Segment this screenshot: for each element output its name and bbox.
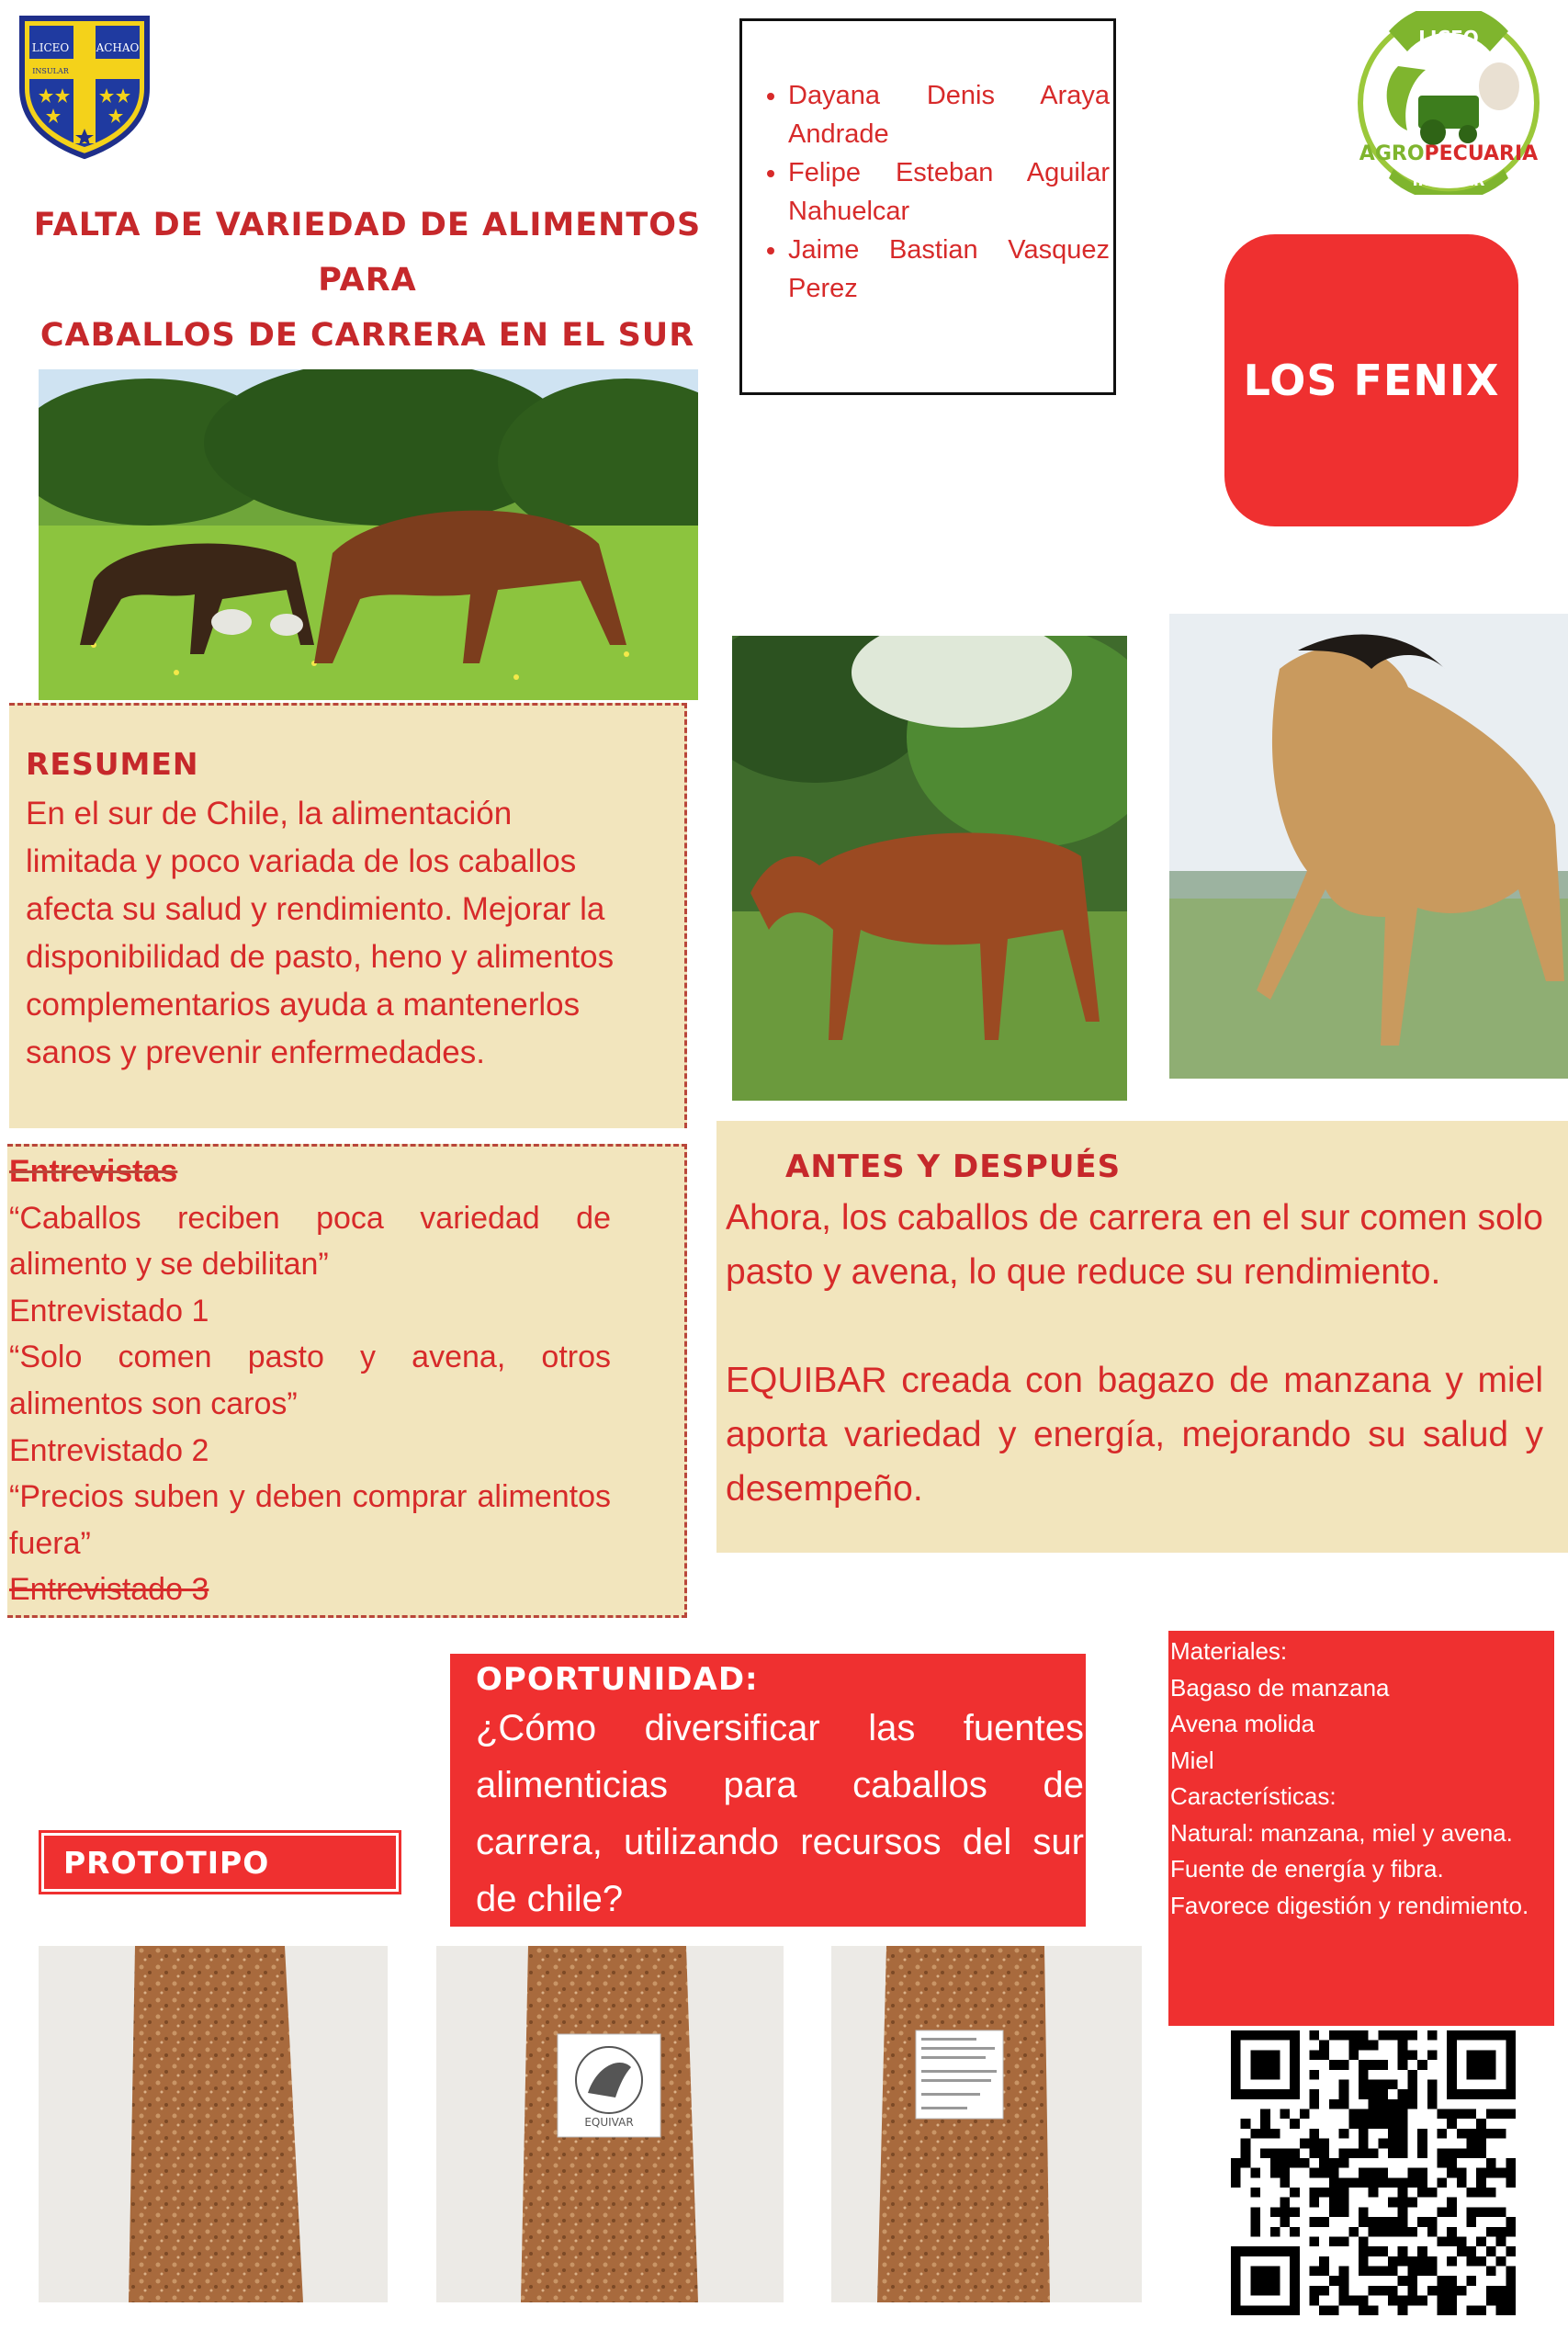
interview-quote: “Precios suben y deben comprar alimentos fuera” [9,1479,611,1561]
resumen-text: En el sur de Chile, la alimentación limitada y poco variada de los caballos afecta su salud y rendimiento. Mejorar la disponibilidad de pasto, heno y alimentos complementarios ayuda a mantenerlos sanos y prevenir enfermedades. [26,796,615,1070]
materiales-content [1170,1634,1542,1924]
crest-insular-text: INSULAR [32,67,69,75]
member-item: • Felipe Esteban Aguilar Nahuelcar [788,153,1113,231]
chestnut-horse-photo [732,636,1127,1101]
prototype-bar-photo-2 [436,1946,784,2302]
logo-agro-text: AGRO [1359,142,1425,165]
interview-quote: “Caballos reciben poca variedad de alimento y se debilitan” [9,1200,611,1283]
svg-text:AGROPECUARIA [1359,142,1538,165]
materiales-line: Favorece digestión y rendimiento. [1170,1891,1529,1919]
nutrition-label [916,2030,1003,2119]
team-name-badge: LOS FENIX [1224,234,1518,526]
member-item: • Jaime Bastian Vasquez Perez [788,231,1113,308]
interview-author: Entrevistado 2 [9,1432,209,1468]
prototype-bar-photo-3 [831,1946,1142,2302]
interview-author: Entrevistado 3 [9,1572,209,1608]
entrevistas-heading: Entrevistas [9,1154,178,1189]
logo-insular-text: INSULAR [1412,172,1485,189]
oportunidad-text: ¿Cómo diversificar las fuentes alimenticias para caballos de carrera, utilizando recursos del sur de chile? [476,1708,1084,1919]
entrevistas-content [9,1148,611,1613]
logo-pecuaria-text: PECUARIA [1424,142,1539,165]
crest-achao-text: ACHAO [96,41,140,54]
materiales-line: Natural: manzana, miel y avena. [1170,1818,1513,1847]
antes-paragraph: Ahora, los caballos de carrera en el sur comen solo pasto y avena, lo que reduce su rendimiento. [726,1198,1543,1292]
liceo-agropecuaria-logo [1352,11,1545,195]
interview-author: Entrevistado 1 [9,1293,209,1329]
despues-paragraph: EQUIBAR creada con bagazo de manzana y miel aporta variedad y energía, mejorando su salud y desempeño. [726,1361,1543,1509]
title-line-2: CABALLOS DE CARRERA EN EL SUR [39,317,695,354]
logo-liceo-text: LICEO [1418,27,1479,49]
antes-despues-heading: ANTES Y DESPUÉS [785,1148,1122,1185]
team-members-box [739,18,1116,395]
title-line-1: FALTA DE VARIEDAD DE ALIMENTOS PARA [33,207,702,299]
materiales-line: Características: [1170,1782,1337,1810]
materiales-line: Fuente de energía y fibra. [1170,1855,1444,1883]
materiales-line: Materiales: [1170,1637,1288,1665]
liceo-achao-crest-logo [17,11,152,160]
interview-quote: “Solo comen pasto y avena, otros alimentos son caros” [9,1340,611,1421]
oportunidad-heading: OPORTUNIDAD: [476,1661,759,1698]
member-item: • Dayana Denis Araya Andrade [788,76,1113,153]
resumen-heading: RESUMEN [26,746,199,782]
materiales-line: Avena molida [1170,1710,1315,1737]
horses-grazing-photo [39,369,698,700]
buckskin-horse-photo [1169,614,1568,1079]
antes-despues-content [726,1191,1543,1516]
prototype-bar-photo-1 [39,1946,388,2302]
qr-code[interactable] [1231,2030,1516,2315]
materiales-line: Miel [1170,1746,1214,1774]
crest-liceo-text: LICEO [31,41,70,54]
prototipo-label: PROTOTIPO [39,1830,401,1894]
materiales-line: Bagaso de manzana [1170,1673,1390,1702]
team-members-list [761,76,1113,308]
cow-icon [1479,62,1519,110]
equivar-sticker-text: EQUIVAR [584,2116,634,2129]
